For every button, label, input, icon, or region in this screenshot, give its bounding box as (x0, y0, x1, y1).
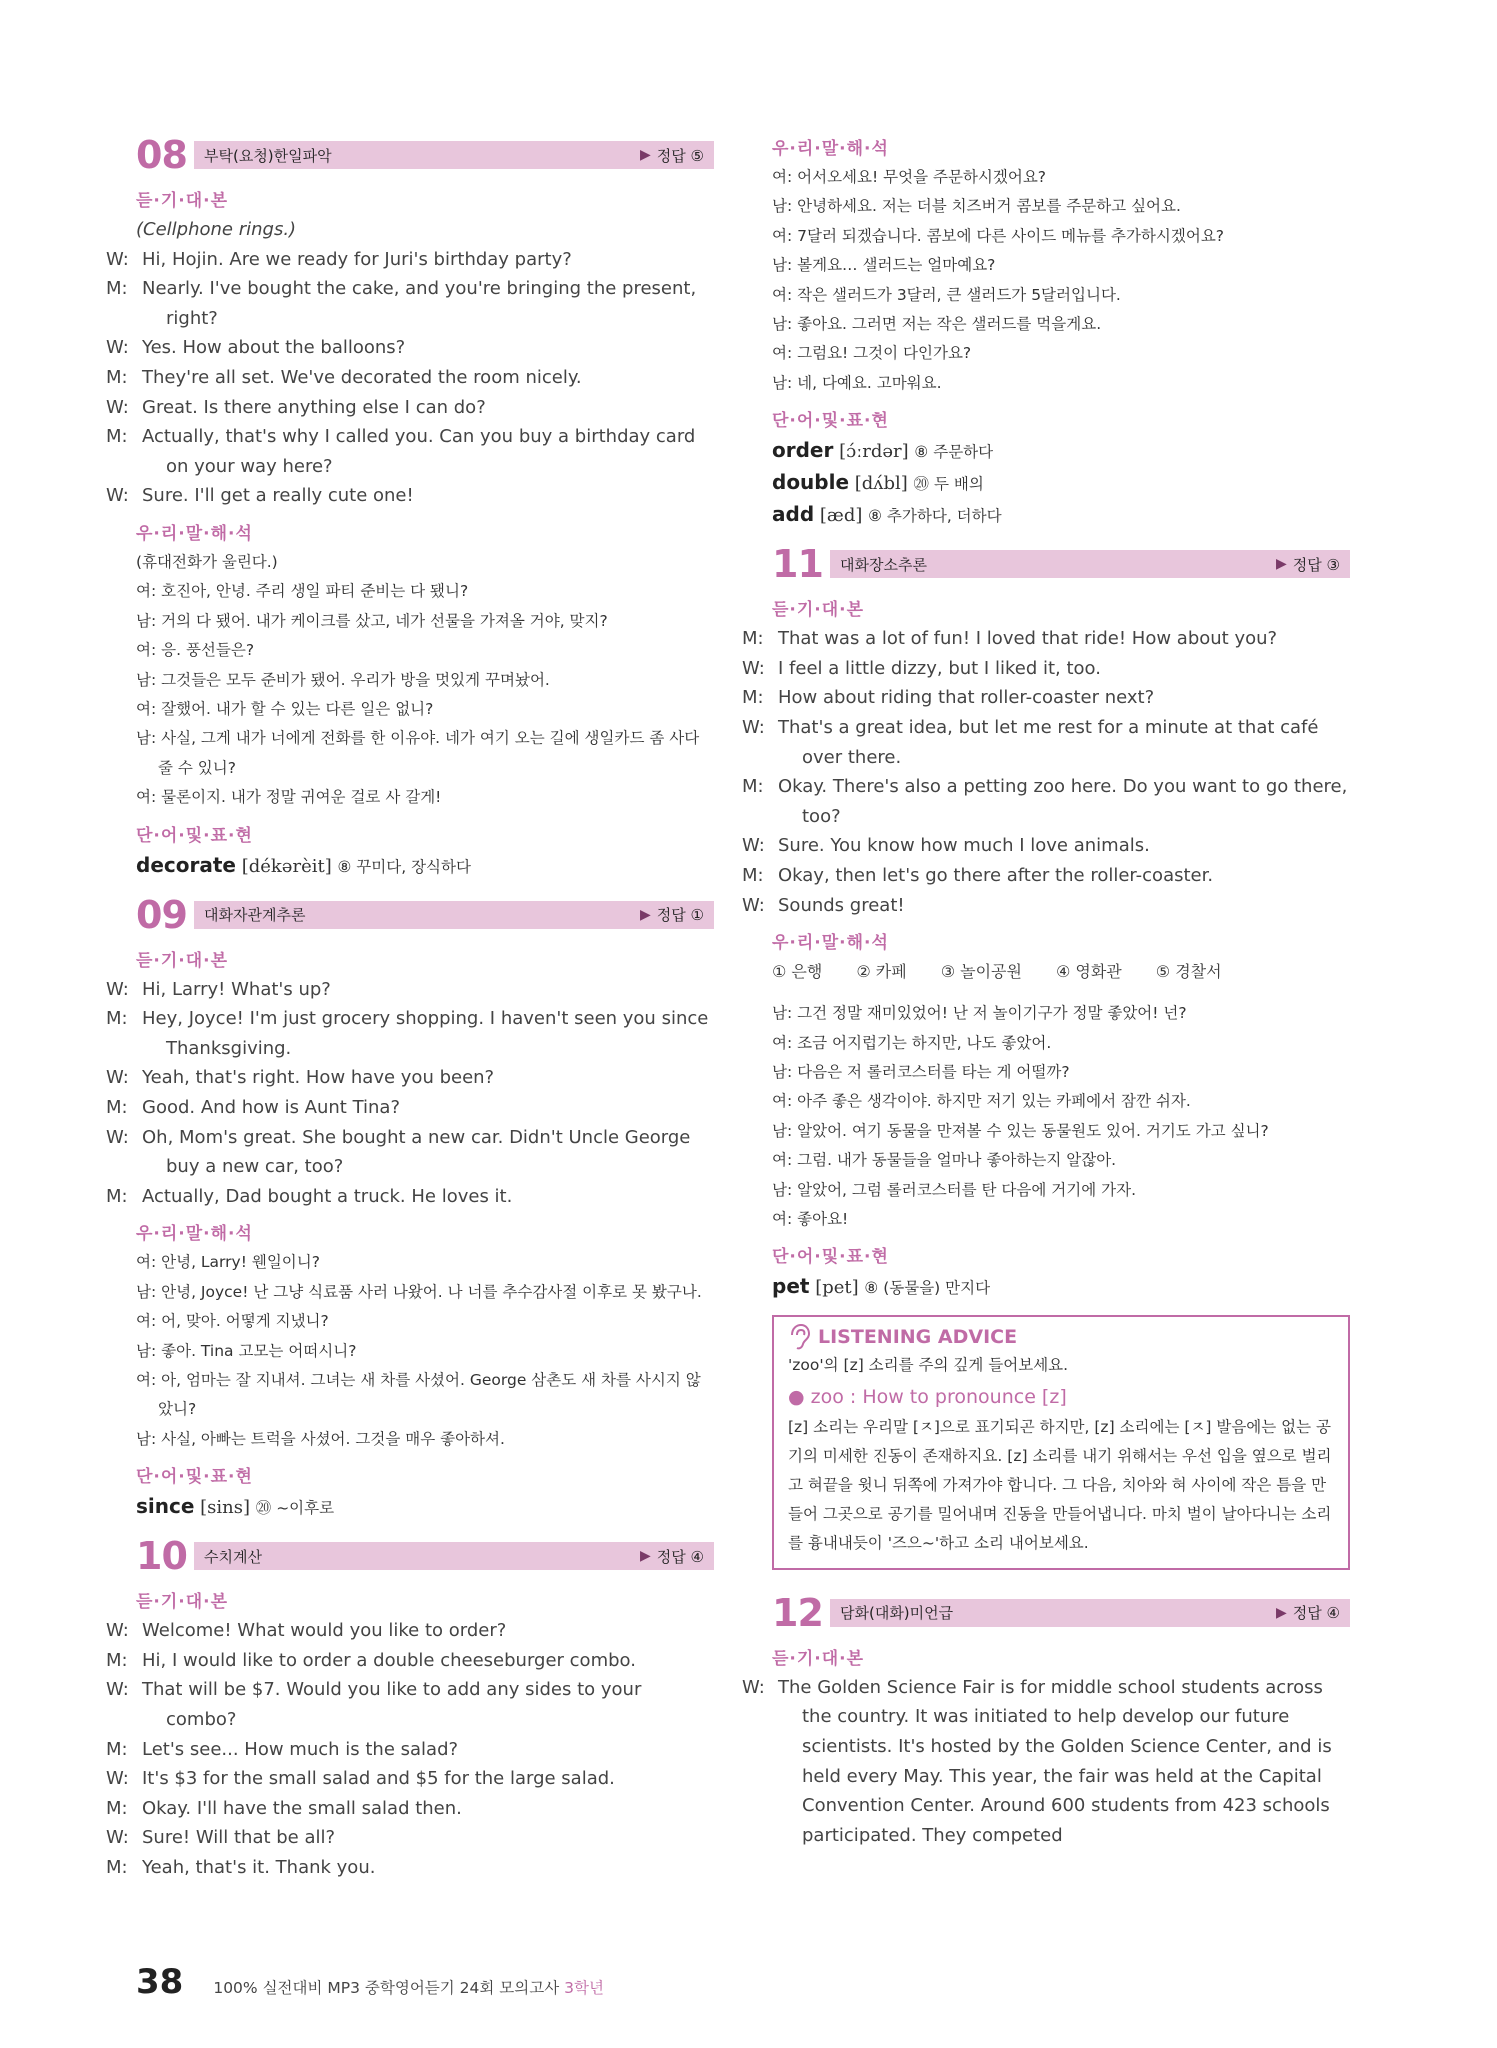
dialogue-section-title: 듣·기·대·본 (136, 191, 229, 211)
dialogue-text: They're all set. We've decorated the room nicely. (142, 366, 582, 388)
dialogue-line: W: Welcome! What would you like to order? (106, 1620, 507, 1642)
answer-badge (1276, 1602, 1340, 1623)
advice-title: LISTENING ADVICE (818, 1326, 1018, 1349)
vocab-entry (136, 1491, 714, 1523)
vocab-ipa: [pet] (815, 1277, 859, 1299)
dialogue-block (106, 975, 714, 1212)
question-topic-bar (194, 141, 714, 169)
advice-intro: 'zoo'의 [z] 소리를 주의 깊게 들어보세요. (788, 1356, 1069, 1375)
dialogue-line: W: Sure! Will that be all? (106, 1827, 336, 1849)
vocab-entry (136, 850, 714, 882)
vocab-ipa: [dékərèit] (241, 855, 332, 877)
answer-text: 정답 ⑤ (656, 146, 704, 165)
advice-subtitle: ● zoo : How to pronounce [z] (788, 1385, 1067, 1408)
dialogue-text: Okay. There's also a petting zoo here. Do you want to go there, too? (778, 776, 1348, 827)
dialogue-line: M: Nearly. I've bought the cake, and you're bringing the present, right? (106, 278, 697, 329)
dialogue-text: Sure! Will that be all? (142, 1827, 336, 1849)
vocab-block (772, 1271, 1350, 1303)
dialogue-block (742, 624, 1350, 920)
vocab-ipa: [dʌ́bl] (854, 473, 908, 495)
translation-line: 여: 조금 어지럽기는 하지만, 나도 좋았어. (772, 1033, 1052, 1052)
dialogue-text: Sure. I'll get a really cute one! (142, 485, 414, 507)
question-topic: 담화(대화)미언급 (840, 1604, 954, 1623)
vocab-word: since (136, 1494, 195, 1519)
answer-option: ③ 놀이공원 (940, 962, 1022, 982)
dialogue-text: Welcome! What would you like to order? (142, 1620, 507, 1642)
question-header (772, 1590, 1350, 1636)
answer-text: 정답 ① (656, 906, 704, 925)
dialogue-line: M: Yeah, that's it. Thank you. (106, 1856, 376, 1878)
answer-option: ① 은행 (772, 962, 823, 982)
dialogue-text: (Cellphone rings.) (136, 219, 297, 240)
vocab-meaning: ⑧ (동물을) 만지다 (864, 1279, 991, 1298)
dialogue-block (106, 1616, 714, 1882)
dialogue-text: Hi, Hojin. Are we ready for Juri's birthday party? (142, 248, 572, 270)
translation-line: 남: 볼게요… 샐러드는 얼마예요? (772, 256, 996, 275)
dialogue-line: W: It's $3 for the small salad and $5 for the large salad. (106, 1768, 615, 1790)
book-title-text: 100% 실전대비 MP3 중학영어듣기 24회 모의고사 (213, 1979, 560, 1997)
question-topic: 부탁(요청)한일파악 (204, 146, 332, 165)
dialogue-line: M: They're all set. We've decorated the room nicely. (106, 366, 582, 388)
question-topic-bar (830, 1599, 1350, 1627)
dialogue-text: The Golden Science Fair is for middle school students across the country. It was initiated to help develop our future scientists. It's hosted by the Golden Science Center, and is held every May. This year, the fair was held at the Capital Convention Center. Around 600 students from 423 schools participated. They competed (778, 1676, 1332, 1846)
translation-section-title: 우·리·말·해·석 (772, 139, 889, 159)
question-number: 09 (136, 892, 187, 937)
advice-body: [z] 소리는 우리말 [ㅈ]으로 표기되곤 하지만, [z] 소리에는 [ㅈ] 발음에는 없는 공기의 미세한 진동이 존재하지요. [z] 소리를 내기 위해서는 우선 입을 옆으로 벌리고 혀끝을 윗니 뒤쪽에 가져가야 합니다. 그 다음, 치아와 혀 사이에 작은 틈을 만들어 그곳으로 공기를 밀어내며 진동을 만들어냅니다. 마치 벌이 날아다니는 소리를 흉내내듯이 '즈으~'하고 소리 내어보세요. (788, 1417, 1332, 1552)
translation-line: 여: 어서오세요! 무엇을 주문하시겠어요? (772, 168, 1047, 186)
translation-line: 여: 그럼요! 그것이 다인가요? (772, 344, 972, 363)
dialogue-line: M: Let's see... How much is the salad? (106, 1738, 459, 1760)
dialogue-section-title: 듣·기·대·본 (772, 1648, 865, 1669)
answer-badge (1276, 554, 1340, 575)
vocab-word: double (772, 470, 850, 495)
dialogue-text: Let's see... How much is the salad? (142, 1738, 459, 1760)
left-column (106, 130, 714, 1883)
dialogue-line: W: Hi, Hojin. Are we ready for Juri's birthday party? (106, 248, 572, 270)
vocab-section-title: 단·어·및·표·현 (772, 411, 889, 432)
translation-line: 남: 알았어. 여기 동물을 만져볼 수 있는 동물원도 있어. 거기도 가고 싶니? (772, 1121, 1269, 1140)
vocab-entry (772, 467, 1350, 499)
translation-line: 여: 어, 맞아. 어떻게 지냈니? (136, 1312, 329, 1331)
dialogue-block (742, 1673, 1350, 1851)
dialogue-line: W: Yes. How about the balloons? (106, 337, 406, 359)
dialogue-line: W: That will be $7. Would you like to add any sides to your combo? (106, 1679, 642, 1730)
book-title (213, 1976, 604, 1998)
answer-option: ⑤ 경찰서 (1155, 962, 1222, 982)
vocab-meaning: ⑧ 꾸미다, 장식하다 (337, 857, 471, 876)
dialogue-line: M: Okay, then let's go there after the roller-coaster. (742, 865, 1214, 886)
dialogue-line: W: Sure. You know how much I love animals. (742, 835, 1150, 857)
dialogue-line: M: Actually, Dad bought a truck. He loves it. (106, 1185, 513, 1207)
vocab-section-title: 단·어·및·표·현 (772, 1247, 889, 1268)
answer-text: 정답 ③ (1292, 555, 1340, 574)
dialogue-line: W: Great. Is there anything else I can do? (106, 396, 486, 418)
play-triangle-icon: ▶ (640, 147, 651, 163)
translation-line: 여: 7달러 되겠습니다. 콤보에 다른 사이드 메뉴를 추가하시겠어요? (772, 226, 1225, 245)
play-triangle-icon: ▶ (640, 1548, 651, 1565)
vocab-ipa: [sins] (200, 1497, 251, 1519)
dialogue-text: Yes. How about the balloons? (142, 337, 406, 359)
question-topic-bar (830, 550, 1350, 578)
translation-line: 남: 사실, 그게 내가 너에게 전화를 한 이유야. 네가 여기 오는 길에 생일카드 좀 사다 줄 수 있니? (136, 729, 700, 777)
translation-line: 남: 안녕하세요. 저는 더블 치즈버거 콤보를 주문하고 싶어요. (772, 197, 1181, 216)
question-number: 11 (772, 542, 823, 587)
vocab-section-title: 단·어·및·표·현 (136, 1467, 253, 1488)
dialogue-block (106, 215, 714, 511)
translation-line: 남: 네, 다예요. 고마워요. (772, 373, 942, 392)
dialogue-line: M: Good. And how is Aunt Tina? (106, 1096, 401, 1118)
dialogue-text: Oh, Mom's great. She bought a new car. Didn't Uncle George buy a new car, too? (142, 1126, 691, 1178)
question-header (136, 132, 714, 178)
question-topic-bar (194, 1542, 714, 1570)
dialogue-line: M: Actually, that's why I called you. Can you buy a birthday card on your way here? (106, 426, 696, 477)
listening-advice-box (772, 1315, 1350, 1569)
answer-badge (640, 1546, 704, 1567)
play-triangle-icon: ▶ (640, 906, 651, 923)
vocab-entry (772, 435, 1350, 467)
dialogue-line: W: The Golden Science Fair is for middle school students across the country. It was initiated to help develop our future scientists. It's hosted by the Golden Science Center, and is held every May. This year, the fair was held at the Capital Convention Center. Around 600 students from 423 schools participated. They competed (742, 1676, 1332, 1846)
vocab-meaning: ⑧ 추가하다, 더하다 (868, 507, 1002, 526)
question-topic: 수치계산 (204, 1547, 262, 1566)
page-footer (136, 1962, 604, 2002)
dialogue-text: That's a great idea, but let me rest for a minute at that café over there. (778, 717, 1319, 768)
dialogue-line: W: Oh, Mom's great. She bought a new car. Didn't Uncle George buy a new car, too? (106, 1126, 691, 1178)
translation-block (136, 548, 714, 813)
translation-line: 남: 사실, 아빠는 트럭을 사셨어. 그것을 매우 좋아하셔. (136, 1429, 505, 1448)
vocab-section-title: 단·어·및·표·현 (136, 825, 253, 846)
translation-line: 남: 알았어, 그럼 롤러코스터를 탄 다음에 거기에 가자. (772, 1180, 1136, 1199)
question-header (136, 892, 714, 938)
question-header (136, 1533, 714, 1579)
question-topic: 대화자관계추론 (204, 906, 306, 925)
vocab-entry (772, 499, 1350, 531)
answer-options (772, 957, 1350, 987)
translation-line: 남: 거의 다 됐어. 내가 케이크를 샀고, 네가 선물을 가져올 거야, 맞지? (136, 611, 608, 630)
vocab-ipa: [æd] (819, 505, 863, 527)
dialogue-text: Sounds great! (778, 894, 905, 916)
question-number: 08 (136, 133, 187, 177)
dialogue-text: It's $3 for the small salad and $5 for the large salad. (142, 1768, 615, 1790)
vocab-word: order (772, 438, 834, 463)
dialogue-text: Okay. I'll have the small salad then. (142, 1797, 462, 1819)
dialogue-line: M: How about riding that roller-coaster next? (742, 687, 1155, 709)
dialogue-line: M: Okay. I'll have the small salad then. (106, 1797, 462, 1819)
translation-line: 여: 아주 좋은 생각이야. 하지만 저기 있는 카페에서 잠깐 쉬자. (772, 1092, 1191, 1111)
dialogue-line: W: Sounds great! (742, 894, 905, 916)
translation-line: 남: 좋아요. 그러면 저는 작은 샐러드를 먹을게요. (772, 315, 1102, 334)
translation-line: 여: 좋아요! (772, 1210, 849, 1229)
answer-option: ② 카페 (856, 962, 907, 982)
dialogue-line: W: Hi, Larry! What's up? (106, 978, 331, 1000)
translation-line: 남: 좋아. Tina 고모는 어떠시니? (136, 1341, 357, 1360)
ear-icon (788, 1323, 810, 1351)
dialogue-line (136, 215, 714, 245)
dialogue-line: W: I feel a little dizzy, but I liked it, too. (742, 657, 1101, 679)
play-triangle-icon: ▶ (1276, 556, 1287, 573)
vocab-block (136, 850, 714, 882)
play-triangle-icon: ▶ (1276, 1604, 1287, 1621)
dialogue-text: Actually, that's why I called you. Can you buy a birthday card on your way here? (142, 426, 696, 477)
dialogue-line: M: Hey, Joyce! I'm just grocery shopping. I haven't seen you since Thanksgiving. (106, 1008, 709, 1059)
dialogue-line: M: Hi, I would like to order a double cheeseburger combo. (106, 1649, 636, 1671)
translation-section-title: 우·리·말·해·석 (136, 1224, 253, 1245)
question-header (772, 541, 1350, 587)
translation-line: 여: 응. 풍선들은? (136, 641, 255, 660)
translation-line: (휴대전화가 울린다.) (136, 552, 278, 571)
vocab-block (772, 435, 1350, 531)
vocab-meaning: ⑳ 두 배의 (913, 475, 984, 494)
translation-line: 여: 호진아, 안녕. 주리 생일 파티 준비는 다 됐니? (136, 582, 469, 601)
dialogue-line: M: That was a lot of fun! I loved that ride! How about you? (742, 628, 1278, 650)
dialogue-text: Sure. You know how much I love animals. (778, 835, 1150, 857)
vocab-meaning: ⑧ 주문하다 (914, 443, 994, 462)
dialogue-text: Hi, Larry! What's up? (142, 978, 331, 1000)
dialogue-section-title: 듣·기·대·본 (772, 600, 865, 621)
dialogue-text: Hey, Joyce! I'm just grocery shopping. I haven't seen you since Thanksgiving. (142, 1008, 709, 1059)
translation-line: 남: 그것들은 모두 준비가 됐어. 우리가 방을 멋있게 꾸며놨어. (136, 670, 550, 689)
page-number: 38 (136, 1962, 184, 2002)
dialogue-line: M: Okay. There's also a petting zoo here. Do you want to go there, too? (742, 776, 1348, 827)
answer-badge (640, 904, 704, 925)
vocab-word: add (772, 502, 815, 527)
question-topic-bar (194, 901, 714, 929)
dialogue-text: Yeah, that's right. How have you been? (142, 1067, 495, 1089)
answer-text: 정답 ④ (1292, 1604, 1340, 1623)
dialogue-section-title: 듣·기·대·본 (136, 1592, 229, 1613)
dialogue-line: W: That's a great idea, but let me rest for a minute at that café over there. (742, 717, 1319, 768)
advice-header (788, 1323, 1334, 1351)
question-number: 12 (772, 1590, 823, 1635)
dialogue-text: I feel a little dizzy, but I liked it, too. (778, 657, 1101, 679)
dialogue-section-title: 듣·기·대·본 (136, 950, 229, 971)
vocab-word: pet (772, 1274, 810, 1299)
vocab-meaning: ⑳ ~이후로 (255, 1499, 335, 1518)
translation-line: 여: 그럼. 내가 동물들을 얼마나 좋아하는지 알잖아. (772, 1151, 1117, 1170)
answer-text: 정답 ④ (656, 1547, 704, 1566)
dialogue-text: That will be $7. Would you like to add any sides to your combo? (142, 1679, 642, 1730)
translation-line: 여: 물론이지. 내가 정말 귀여운 걸로 사 갈게! (136, 788, 442, 807)
translation-block (136, 1248, 714, 1454)
dialogue-text: Yeah, that's it. Thank you. (142, 1856, 376, 1878)
dialogue-line: W: Yeah, that's right. How have you been? (106, 1067, 495, 1089)
translation-line: 남: 그건 정말 재미있었어! 난 저 놀이기구가 정말 좋았어! 넌? (772, 1004, 1187, 1023)
dialogue-text: That was a lot of fun! I loved that ride! How about you? (778, 628, 1278, 650)
translation-line: 여: 안녕, Larry! 웬일이니? (136, 1253, 320, 1272)
dialogue-text: Okay, then let's go there after the roller-coaster. (778, 865, 1214, 886)
answer-option: ④ 영화관 (1055, 962, 1122, 982)
right-column (742, 130, 1350, 1850)
question-topic: 대화장소추론 (840, 555, 927, 574)
vocab-word: decorate (136, 852, 236, 877)
vocab-entry (772, 1271, 1350, 1303)
translation-block (772, 163, 1350, 398)
dialogue-text: Actually, Dad bought a truck. He loves it. (142, 1185, 513, 1207)
grade-label: 3학년 (564, 1979, 604, 1997)
dialogue-text: Hi, I would like to order a double cheeseburger combo. (142, 1649, 636, 1671)
dialogue-text: Great. Is there anything else I can do? (142, 396, 486, 418)
dialogue-text: How about riding that roller-coaster next? (778, 687, 1155, 709)
answer-badge (640, 145, 704, 166)
dialogue-line: W: Sure. I'll get a really cute one! (106, 485, 414, 507)
translation-section-title: 우·리·말·해·석 (772, 933, 889, 954)
dialogue-text: Nearly. I've bought the cake, and you're bringing the present, right? (142, 278, 697, 329)
translation-line: 남: 안녕, Joyce! 난 그냥 식료품 사러 나왔어. 나 너를 추수감사절 이후로 못 봤구나. (136, 1282, 702, 1301)
question-number: 10 (136, 1534, 187, 1579)
translation-line: 여: 작은 샐러드가 3달러, 큰 샐러드가 5달러입니다. (772, 285, 1121, 304)
vocab-ipa: [ɔ́ːrdər] (839, 441, 909, 463)
translation-section-title: 우·리·말·해·석 (136, 523, 253, 544)
translation-line: 여: 아, 엄마는 잘 지내셔. 그녀는 새 차를 사셨어. George 삼촌도 새 차를 사시지 않았니? (136, 1370, 701, 1419)
translation-line: 여: 잘했어. 내가 할 수 있는 다른 일은 없니? (136, 699, 434, 718)
translation-line: 남: 다음은 저 롤러코스터를 타는 게 어떨까? (772, 1063, 1070, 1081)
translation-block (772, 999, 1350, 1234)
vocab-block (136, 1491, 714, 1523)
dialogue-text: Good. And how is Aunt Tina? (142, 1096, 401, 1118)
